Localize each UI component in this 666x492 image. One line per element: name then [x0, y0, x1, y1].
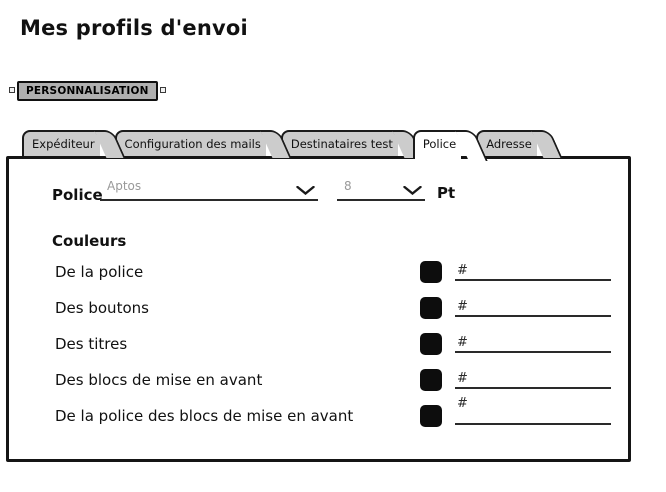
- hash-prefix: #: [457, 396, 468, 411]
- color-row-label: De la police: [55, 263, 144, 281]
- personnalisation-widget: [17, 79, 158, 101]
- font-label: Police: [52, 186, 103, 204]
- font-size-value: 8: [344, 179, 352, 193]
- color-row-boutons: [9, 290, 628, 326]
- settings-panel: [6, 156, 631, 462]
- hex-color-input[interactable]: [455, 293, 611, 317]
- color-row-label: De la police des blocs de mise en avant: [55, 407, 354, 425]
- personnalisation-button[interactable]: PERSONNALISATION: [17, 81, 158, 101]
- color-row-label: Des titres: [55, 335, 128, 353]
- tab-expediteur[interactable]: [22, 130, 100, 156]
- font-row: [52, 175, 620, 204]
- color-row-police-blocs: [9, 398, 628, 434]
- tab-police[interactable]: [413, 130, 461, 159]
- tab-bar: [22, 130, 552, 159]
- hash-prefix: #: [457, 335, 468, 350]
- hex-color-input[interactable]: [455, 365, 611, 389]
- font-family-value: Aptos: [107, 179, 142, 193]
- tab-adresse[interactable]: [476, 130, 537, 156]
- hex-color-input[interactable]: [455, 396, 611, 425]
- selection-handle-right: [160, 87, 166, 93]
- chevron-down-icon: [403, 186, 422, 195]
- color-swatch[interactable]: [420, 297, 442, 319]
- color-row-blocs: [9, 362, 628, 398]
- page-title: Mes profils d'envoi: [20, 16, 248, 41]
- color-swatch[interactable]: [420, 333, 442, 355]
- selection-handle-left: [9, 87, 15, 93]
- tab-configuration-des-mails[interactable]: [115, 130, 266, 156]
- color-row-police: [9, 254, 628, 290]
- tab-label: Destinataires test: [290, 137, 393, 151]
- hash-prefix: #: [457, 299, 468, 314]
- chevron-down-icon: [296, 186, 315, 195]
- hash-prefix: #: [457, 263, 468, 278]
- tab-label: Adresse: [486, 137, 532, 151]
- tab-label: Expéditeur: [32, 137, 95, 151]
- font-size-select[interactable]: [337, 175, 425, 201]
- tab-label: Configuration des mails: [124, 137, 261, 151]
- color-swatch[interactable]: [420, 369, 442, 391]
- color-row-label: Des blocs de mise en avant: [55, 371, 263, 389]
- tab-destinataires-test[interactable]: [281, 130, 398, 156]
- hex-color-input[interactable]: [455, 257, 611, 281]
- color-rows: [9, 254, 628, 434]
- colors-heading: Couleurs: [52, 232, 127, 250]
- color-row-label: Des boutons: [55, 299, 149, 317]
- color-swatch[interactable]: [420, 261, 442, 283]
- tab-label: Police: [422, 137, 457, 151]
- hex-color-input[interactable]: [455, 329, 611, 353]
- font-unit-label: Pt: [437, 184, 456, 202]
- hash-prefix: #: [457, 371, 468, 386]
- color-swatch[interactable]: [420, 405, 442, 427]
- color-row-titres: [9, 326, 628, 362]
- font-family-select[interactable]: [100, 175, 318, 201]
